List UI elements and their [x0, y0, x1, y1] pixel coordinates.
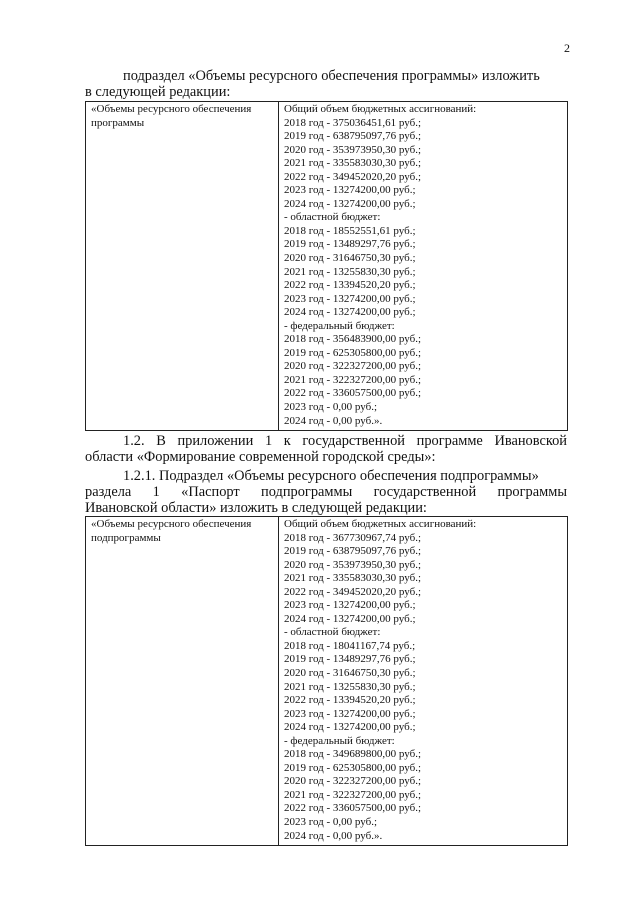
- table-value-line: 2019 год - 638795097,76 руб.;: [284, 545, 422, 558]
- table-value-line: 2024 год - 0,00 руб.».: [284, 829, 383, 842]
- table-value-cell: [279, 102, 568, 431]
- paragraph-1-2-1-line-2: раздела 1 «Паспорт подпрограммы государственной программы: [85, 484, 567, 500]
- table-value-line: 2023 год - 13274200,00 руб.;: [284, 292, 416, 305]
- table-value-line: 2020 год - 31646750,30 руб.;: [284, 667, 416, 680]
- table-row: [86, 102, 568, 431]
- table-value-line: 2020 год - 322327200,00 руб.;: [284, 775, 422, 788]
- table-value-line: 2022 год - 336057500,00 руб.;: [284, 802, 422, 815]
- table-value-line: - областной бюджет:: [284, 211, 381, 224]
- page-number: 2: [564, 41, 570, 55]
- table-value-line: 2019 год - 625305800,00 руб.;: [284, 346, 422, 359]
- table-value-line: 2023 год - 13274200,00 руб.;: [284, 707, 416, 720]
- table-row: [86, 517, 568, 846]
- table-value-line: 2022 год - 336057500,00 руб.;: [284, 387, 422, 400]
- table-value-line: 2021 год - 322327200,00 руб.;: [284, 373, 422, 386]
- table-value-line: - областной бюджет:: [284, 626, 381, 639]
- table-value-line: 2024 год - 13274200,00 руб.;: [284, 721, 416, 734]
- table-value-line: 2022 год - 349452020,20 руб.;: [284, 585, 422, 598]
- table-value-line: 2019 год - 638795097,76 руб.;: [284, 130, 422, 143]
- paragraph-1-2-1: [85, 468, 567, 516]
- table-value-line: 2024 год - 0,00 руб.».: [284, 414, 383, 427]
- table-label-cell: [86, 102, 279, 431]
- table-value-line: 2023 год - 13274200,00 руб.;: [284, 184, 416, 197]
- table-value-line: 2019 год - 13489297,76 руб.;: [284, 653, 416, 666]
- table-value-line: 2019 год - 13489297,76 руб.;: [284, 238, 416, 251]
- table-value-line: 2018 год - 367730967,74 руб.;: [284, 531, 422, 544]
- table-value-line: 2018 год - 356483900,00 руб.;: [284, 333, 422, 346]
- table-value-line: - федеральный бюджет:: [284, 319, 395, 332]
- table-label-cell: [86, 517, 279, 846]
- table-value-line: 2022 год - 349452020,20 руб.;: [284, 170, 422, 183]
- intro-line-2: в следующей редакции:: [85, 84, 231, 100]
- table-label-line-1: «Объемы ресурсного обеспечения: [91, 518, 252, 530]
- table-value-line: 2018 год - 375036451,61 руб.;: [284, 116, 422, 129]
- table-value-line: 2020 год - 353973950,30 руб.;: [284, 558, 422, 571]
- resource-table-program: [85, 101, 568, 431]
- table-value-line: 2023 год - 0,00 руб.;: [284, 816, 378, 829]
- table-value-line: 2021 год - 13255830,30 руб.;: [284, 680, 416, 693]
- paragraph-1-2-1-line-3: Ивановской области» изложить в следующей редакции:: [85, 500, 427, 516]
- paragraph-1-2-line-2: области «Формирование современной городской среды»:: [85, 449, 436, 465]
- table-value-line: 2023 год - 13274200,00 руб.;: [284, 599, 416, 612]
- table-value-line: 2024 год - 13274200,00 руб.;: [284, 197, 416, 210]
- paragraph-1-2-1-line-1: 1.2.1. Подраздел «Объемы ресурсного обеспечения подпрограммы»: [123, 468, 539, 484]
- intro-line-1: подраздел «Объемы ресурсного обеспечения программы» изложить: [123, 68, 540, 84]
- table-value-line: 2021 год - 322327200,00 руб.;: [284, 788, 422, 801]
- table-value-line: 2021 год - 335583030,30 руб.;: [284, 157, 422, 170]
- resource-table-subprogram: [85, 516, 568, 846]
- table-value-line: 2019 год - 625305800,00 руб.;: [284, 761, 422, 774]
- table-value-line: 2024 год - 13274200,00 руб.;: [284, 306, 416, 319]
- table-value-line: 2018 год - 18552551,61 руб.;: [284, 224, 416, 237]
- table-value-line: 2018 год - 18041167,74 руб.;: [284, 639, 416, 652]
- table-value-line: 2022 год - 13394520,20 руб.;: [284, 694, 416, 707]
- table-value-line: 2020 год - 322327200,00 руб.;: [284, 360, 422, 373]
- table-value-cell: [279, 517, 568, 846]
- table-value-line: 2021 год - 335583030,30 руб.;: [284, 572, 422, 585]
- table-value-line: 2020 год - 31646750,30 руб.;: [284, 252, 416, 265]
- table-value-line: - федеральный бюджет:: [284, 734, 395, 747]
- paragraph-1-2: [85, 433, 567, 465]
- table-value-line: Общий объем бюджетных ассигнований:: [284, 103, 477, 115]
- table-label-line-1: «Объемы ресурсного обеспечения: [91, 103, 252, 115]
- table-value-line: 2020 год - 353973950,30 руб.;: [284, 143, 422, 156]
- table-value-line: 2022 год - 13394520,20 руб.;: [284, 279, 416, 292]
- table-label-line-2: программы: [91, 116, 145, 129]
- paragraph-1-2-line-1: 1.2. В приложении 1 к государственной программе Ивановской: [123, 433, 567, 449]
- table-label-line-2: подпрограммы: [91, 531, 161, 544]
- table-value-line: 2024 год - 13274200,00 руб.;: [284, 612, 416, 625]
- table-value-line: 2018 год - 349689800,00 руб.;: [284, 748, 422, 761]
- table-value-line: Общий объем бюджетных ассигнований:: [284, 518, 477, 530]
- intro-paragraph: [85, 68, 567, 100]
- table-value-line: 2023 год - 0,00 руб.;: [284, 401, 378, 414]
- table-value-line: 2021 год - 13255830,30 руб.;: [284, 265, 416, 278]
